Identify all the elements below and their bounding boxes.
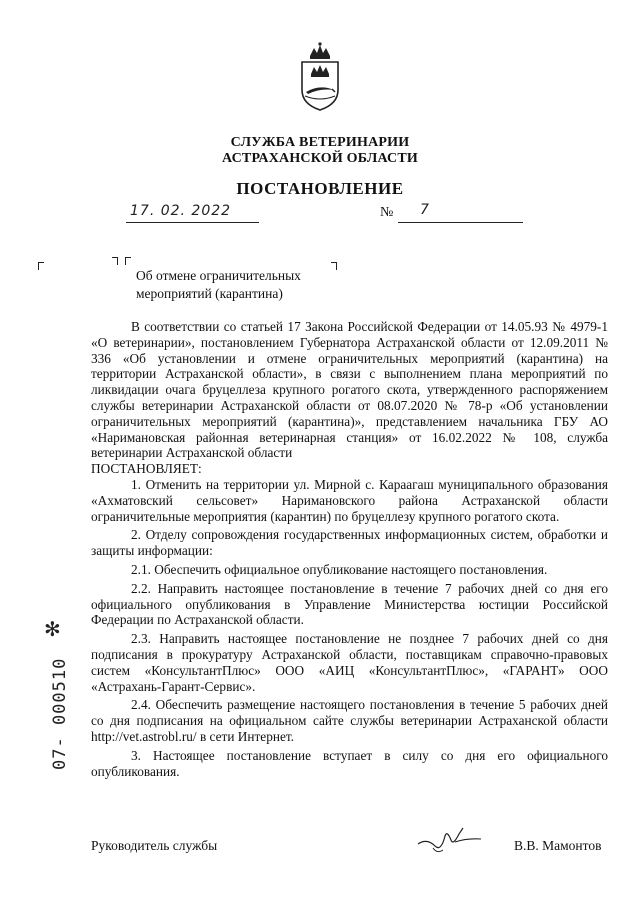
document-type-title: ПОСТАНОВЛЕНИЕ — [236, 179, 404, 198]
corner-mark-mid-left — [125, 257, 131, 265]
preamble-paragraph: В соответствии со статьей 17 Закона Российской Федерации от 14.05.93 № 4979-1 «О ветеринарии», постановлением Губернатора Астраханской области от 12.09.2011 № 336 «Об установлении и отмене ограничительных мероприятий (карантина) на территории Астраханской области», в связи с выполнением плана мероприятий по ликвидации очага бруцеллеза крупного рогатого скота, утвержденного распоряжением службы ветеринарии Астраханской области от 08.07.2020 № 78-р «Об установлении ограничительных мероприятий (карантина)», представлением начальника ГБУ АО «Наримановская районная ветеринарная станция» от 16.02.2022 № 108, служба ветеринарии Астраханской области — [91, 319, 608, 461]
document-subject — [136, 267, 301, 303]
clause-2-4: 2.4. Обеспечить размещение настоящего постановления в течение 5 рабочих дней со дня подписания на официальном сайте службы ветеринарии Астраханской области http://vet.astrobl.ru/ в сети Интернет. — [91, 697, 608, 744]
clause-2: 2. Отделу сопровождения государственных информационных систем, обработки и защиты информации: — [91, 527, 608, 559]
registration-asterisk-mark: ✻ — [44, 617, 61, 641]
number-field — [398, 202, 523, 223]
document-body — [91, 319, 608, 779]
handwritten-signature — [415, 824, 485, 858]
subject-line2: мероприятий (карантина) — [136, 286, 283, 301]
coat-of-arms-emblem — [296, 40, 344, 112]
signatory-name: В.В. Мамонтов — [514, 838, 602, 853]
clause-1: 1. Отменить на территории ул. Мирной с. Караагаш муниципального образования «Ахматовский сельсовет» Наримановского района Астраханской области ограничительные мероприятия (карантин) по бруцеллезу крупного рогатого скота. — [91, 476, 608, 524]
organization-name-line1: СЛУЖБА ВЕТЕРИНАРИИ — [230, 135, 410, 150]
number-label: № — [380, 205, 394, 220]
number-handwritten: 7 — [420, 202, 429, 218]
clause-2-3: 2.3. Направить настоящее постановление не позднее 7 рабочих дней со дня подписания в прокуратуру Астраханской области, поставщикам справочно-правовых систем «КонсультантПлюс» ООО «АИЦ «КонсультантПлюс», «ГАРАНТ» ООО «Астрахань-Гарант-Сервис». — [91, 631, 608, 694]
corner-mark-right — [331, 262, 337, 270]
registration-number: 07- 000510 — [50, 657, 70, 770]
signatory-role: Руководитель службы — [91, 838, 218, 853]
clause-2-1: 2.1. Обеспечить официальное опубликование настоящего постановления. — [131, 561, 548, 577]
date-handwritten: 17. 02. 2022 — [130, 203, 232, 219]
corner-mark-left — [38, 262, 44, 270]
clause-2-2: 2.2. Направить настоящее постановление в течение 7 рабочих дней со дня его официального опубликования в Управление Министерства юстиции Российской Федерации по Астраханской области. — [91, 580, 608, 628]
corner-mark-mid-right — [112, 257, 118, 265]
decree-word: ПОСТАНОВЛЯЕТ: — [91, 461, 202, 477]
date-field — [126, 205, 259, 223]
subject-line1: Об отмене ограничительных — [136, 268, 301, 283]
organization-name-line2: АСТРАХАНСКОЙ ОБЛАСТИ — [221, 151, 418, 166]
clause-3: 3. Настоящее постановление вступает в силу со дня его официального опубликования. — [91, 747, 608, 779]
